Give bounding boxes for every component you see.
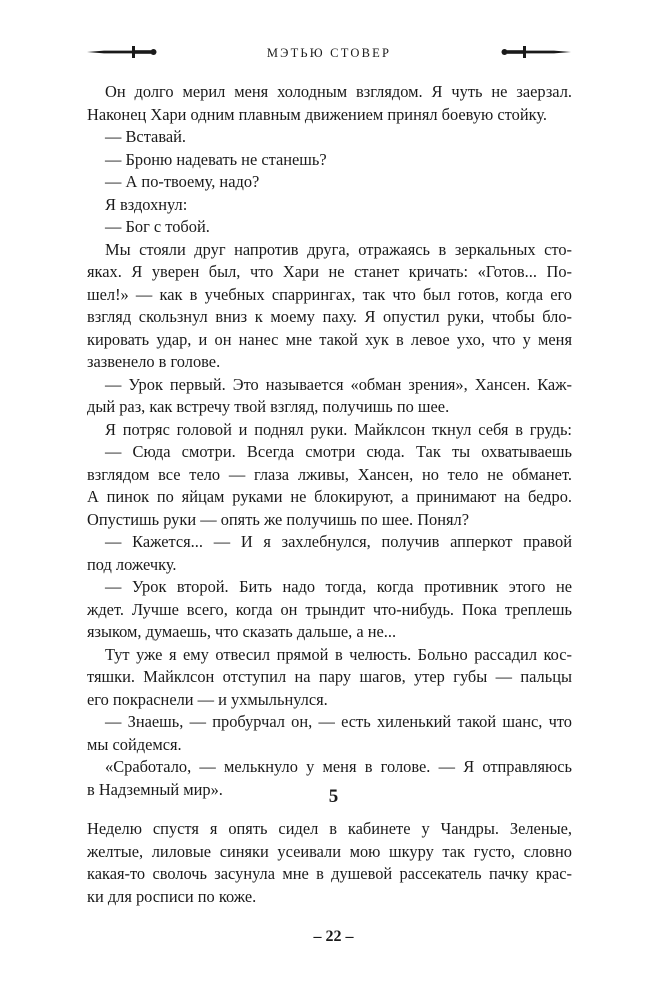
running-header [86, 38, 572, 68]
text-line: взгляд скользнул вниз к моему паху. Я опустил руки, чтобы бло- [87, 307, 572, 326]
text-line: Опустишь руки — опять же получишь по шее. Понял? [87, 509, 469, 529]
text-line: — Кажется... — И я захлебнулся, получив апперкот правой [105, 532, 572, 551]
text-line: его покраснели — и ухмыльнулся. [87, 689, 328, 709]
text-line: — Броню надевать не станешь? [105, 149, 327, 169]
text-line: — Вставай. [105, 127, 187, 146]
text-line: кировать удар, и он нанес мне такой хук в левое ухо, что у меня [87, 329, 572, 349]
text-line: языком, думаешь, что сказать дальше, а не... [87, 622, 397, 641]
text-line: Я вздохнул: [105, 194, 188, 214]
text-line: — А по-твоему, надо? [105, 172, 260, 191]
text-line: желтые, лиловые синяки усеивали мою шкуру так густо, словно [87, 841, 572, 861]
text-line: взглядом все тело — глаза лживы, Хансен, но тело не обманет. [87, 464, 572, 484]
text-line: Он долго мерил меня холодным взглядом. Я чуть не заерзал. [105, 82, 572, 101]
text-line: яках. Я уверен был, что Хари не станет кричать: «Готов... По- [87, 262, 572, 281]
text-line: ждет. Лучше всего, когда он трындит что-нибудь. Пока треплешь [87, 599, 572, 619]
chapter-heading: 5 [328, 786, 339, 807]
text-line: в Надземный мир». [87, 779, 223, 799]
page-number: – 22 – [313, 928, 354, 945]
text-line: какая-то сволочь засунула мне в душевой рассекатель пачку крас- [87, 864, 572, 883]
text-line: Наконец Хари одним плавным движением принял боевую стойку. [87, 104, 547, 124]
text-line: дый раз, как встречу твой взгляд, получишь по шее. [87, 397, 450, 416]
text-line: зазвенело в голове. [87, 352, 221, 371]
text-line: — Урок первый. Это называется «обман зрения», Хансен. Каж- [105, 374, 572, 394]
text-line: Тут уже я ему отвесил прямой в челюсть. Больно рассадил кос- [105, 644, 572, 664]
text-line: Я потряс головой и поднял руки. Майклсон ткнул себя в грудь: [105, 419, 572, 439]
text-line: ки для росписи по коже. [87, 886, 257, 906]
running-header-title: МЭТЬЮ СТОВЕР [266, 46, 392, 60]
dagger-icon [500, 44, 572, 60]
chapter-text [87, 818, 572, 908]
text-line: шел!» — как в учебных спаррингах, так что был готов, когда его [87, 284, 572, 304]
text-line: — Знаешь, — пробурчал он, — есть хиленький такой шанс, что [105, 712, 572, 731]
text-line: «Сработало, — мелькнуло у меня в голове. — Я отправляюсь [105, 757, 572, 776]
text-line: Мы стояли друг напротив друга, отражаясь в зеркальных сто- [105, 239, 572, 259]
text-line: — Бог с тобой. [105, 217, 210, 236]
main-text [87, 81, 572, 801]
text-line: А пинок по яйцам руками не блокируют, а принимают на бедро. [87, 487, 572, 506]
text-line: — Сюда смотри. Всегда смотри сюда. Так ты охватываешь [105, 442, 572, 461]
text-line: мы сойдемся. [87, 734, 182, 754]
text-line: под ложечку. [87, 554, 177, 574]
text-line: тяшки. Майклсон отступил на пару шагов, утер губы — пальцы [87, 667, 572, 686]
text-line: Неделю спустя я опять сидел в кабинете у Чандры. Зеленые, [87, 819, 572, 838]
text-line: — Урок второй. Бить надо тогда, когда противник этого не [105, 577, 572, 596]
